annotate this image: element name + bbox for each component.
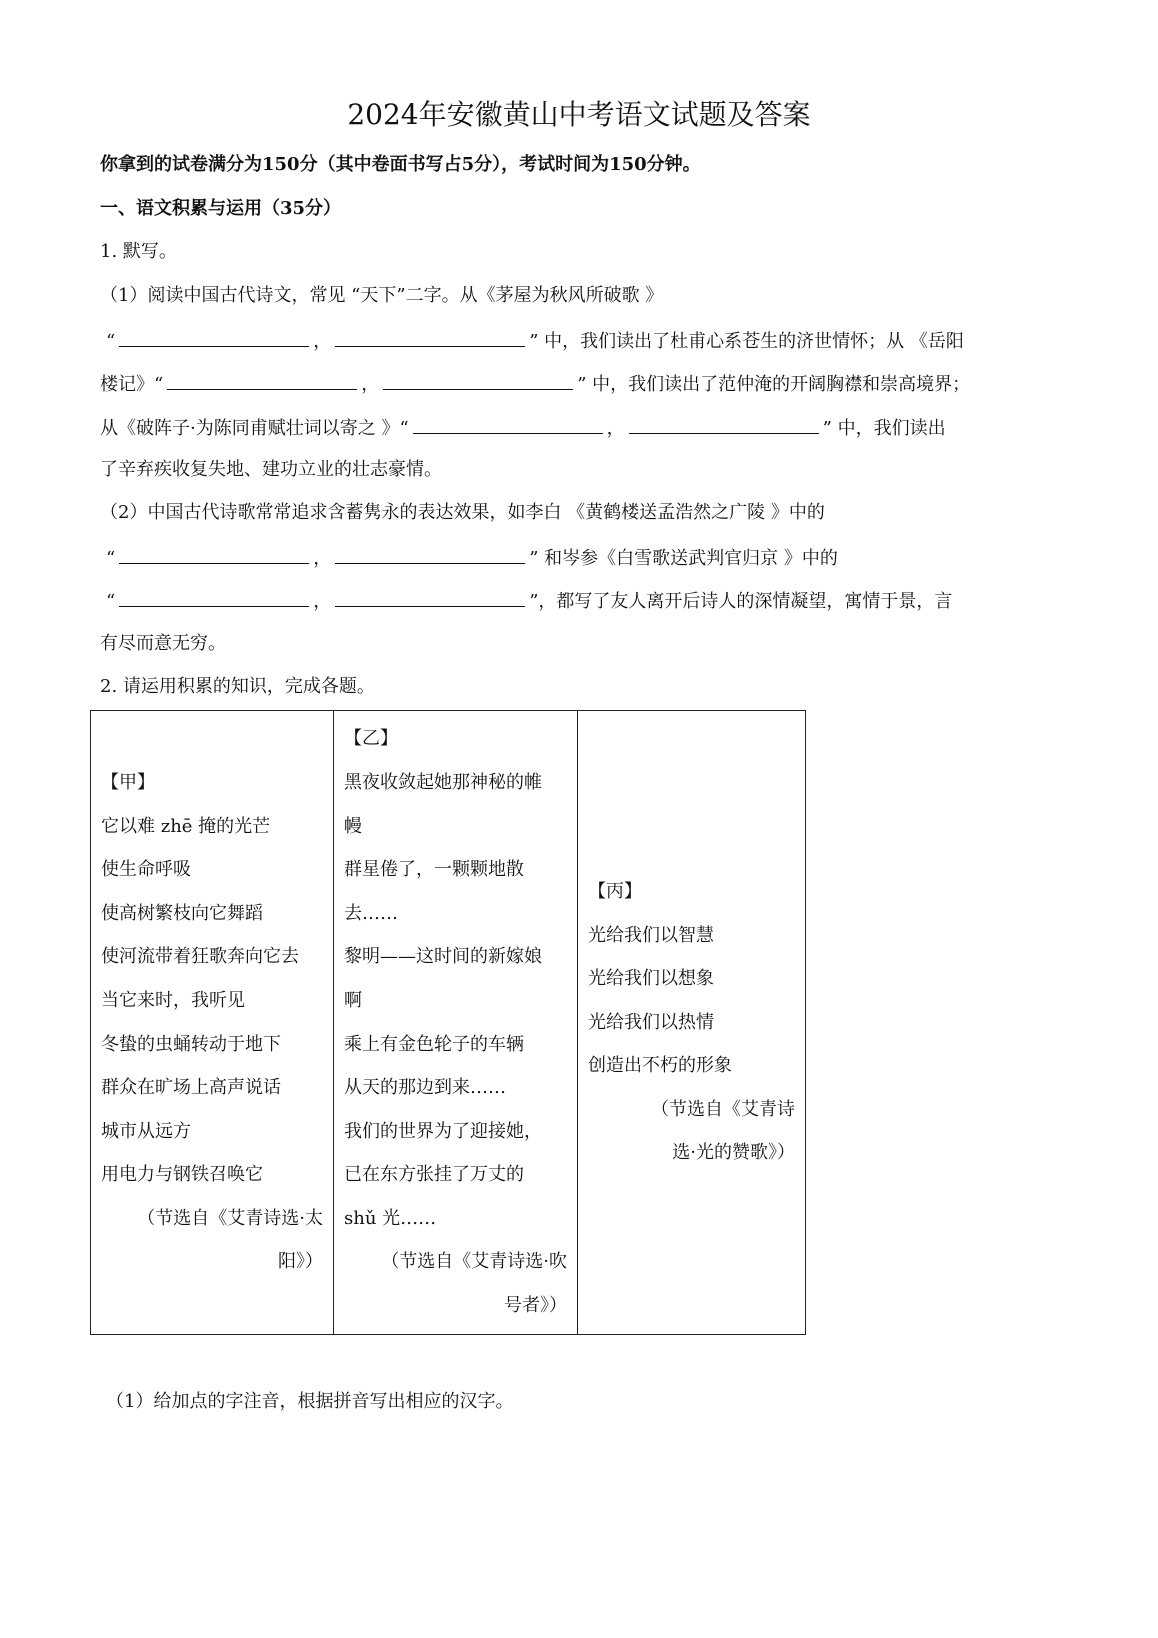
q1-part2-intro: （2）中国古代诗歌常常追求含蓄隽永的表达效果，如李白 《黄鹤楼送孟浩然之广陵 》中的 [100, 502, 825, 523]
comma: ， [606, 418, 625, 439]
answer-blank[interactable] [119, 588, 309, 607]
answer-blank[interactable] [413, 415, 603, 434]
answer-blank[interactable] [383, 371, 573, 390]
poem-line: 号者》） [504, 1295, 567, 1317]
document-title: 2024年安徽黄山中考语文试题及答案 [347, 98, 811, 131]
poem-line: 群众在旷场上高声说话 [101, 1077, 281, 1099]
answer-blank[interactable] [119, 328, 309, 347]
poem-line: 去…… [344, 902, 398, 924]
poem-bing [588, 870, 795, 1088]
q1-part1-intro: （1）阅读中国古代诗文，常见 “天下”二字。从《茅屋为秋风所破歌 》 [100, 285, 664, 306]
poem-line: 阳》） [278, 1251, 323, 1273]
quote: “ [106, 331, 116, 352]
line-text: ” 中，我们读出 [822, 418, 946, 439]
answer-blank[interactable] [119, 545, 309, 564]
q1-part2-line2 [106, 588, 952, 614]
q1-part1-line3 [100, 415, 946, 441]
poem-line: 使生命呼吸 [101, 859, 191, 881]
poem-line: 【乙】 [344, 728, 398, 750]
poem-line: （节选自《艾青诗选·吹 [381, 1251, 567, 1273]
poem-yi [344, 717, 567, 1240]
poem-line: 已在东方张挂了万丈的 [344, 1164, 524, 1186]
poem-line: 选·光的赞歌》） [672, 1142, 795, 1164]
poem-jia [101, 761, 323, 1197]
comma: ， [313, 591, 332, 612]
poem-line: 【甲】 [101, 771, 155, 793]
q1-part1-line1 [106, 328, 964, 354]
quote: “ [106, 591, 116, 612]
poem-line: 黑夜收敛起她那神秘的帷 [344, 771, 542, 793]
comma: ， [361, 374, 380, 395]
poem-line: 群星倦了，一颗颗地散 [344, 859, 524, 881]
answer-blank[interactable] [335, 588, 525, 607]
poem-bing-source [588, 1088, 795, 1175]
section-heading: 一、语文积累与运用（35分） [100, 198, 342, 219]
answer-blank[interactable] [167, 371, 357, 390]
exam-intro: 你拿到的试卷满分为150分（其中卷面书写占5分），考试时间为150分钟。 [100, 154, 701, 175]
poem-line: 冬蛰的虫蛹转动于地下 [101, 1033, 281, 1055]
poem-jia-source [101, 1197, 323, 1284]
poem-line: 光给我们以智慧 [588, 924, 714, 946]
answer-blank[interactable] [335, 328, 525, 347]
answer-blank[interactable] [335, 545, 525, 564]
q1-part1-line4: 了辛弃疾收复失地、建功立业的壮志豪情。 [100, 459, 442, 480]
poem-line: （节选自《艾青诗 [651, 1098, 795, 1120]
poem-line: 黎明——这时间的新嫁娘 [344, 946, 542, 968]
poem-line: 当它来时，我听见 [101, 989, 245, 1011]
q1-part2-line1 [106, 545, 838, 571]
line-text: 楼记》“ [100, 374, 164, 395]
poem-line: 光给我们以想象 [588, 968, 714, 990]
poem-line: 我们的世界为了迎接她， [344, 1120, 542, 1142]
poem-line: 啊 [344, 989, 362, 1011]
poem-line: 城市从远方 [101, 1120, 191, 1142]
poem-line: shǔ 光…… [344, 1207, 437, 1229]
poem-line: 从天的那边到来…… [344, 1077, 506, 1099]
poem-yi-cell [334, 711, 578, 1335]
line-text: ” 中，我们读出了范仲淹的开阔胸襟和崇高境界； [577, 374, 971, 395]
line-text: ” 中，我们读出了杜甫心系苍生的济世情怀；从 《岳阳 [529, 331, 964, 352]
comma: ， [313, 331, 332, 352]
poem-line: 【丙】 [588, 880, 642, 902]
q1-part1-line2 [100, 371, 970, 397]
poem-line: 使河流带着狂歌奔向它去 [101, 946, 299, 968]
poem-line: 它以难 zhē 掩的光芒 [101, 815, 271, 837]
comma: ， [313, 548, 332, 569]
question-2-label: 2. 请运用积累的知识，完成各题。 [100, 676, 375, 697]
q1-part2-line3: 有尽而意无穷。 [100, 633, 226, 654]
poem-line: 使高树繁枝向它舞蹈 [101, 902, 263, 924]
question-1-label: 1. 默写。 [100, 241, 177, 262]
answer-blank[interactable] [629, 415, 819, 434]
quote: “ [106, 548, 116, 569]
poem-yi-source [344, 1240, 567, 1327]
poem-bing-cell [578, 711, 806, 1335]
poem-line: 乘上有金色轮子的车辆 [344, 1033, 524, 1055]
poem-line: 创造出不朽的形象 [588, 1055, 732, 1077]
line-text: ”，都写了友人离开后诗人的深情凝望，寓情于景，言 [529, 591, 953, 612]
poem-jia-cell [91, 711, 334, 1335]
q2-sub1: （1）给加点的字注音，根据拼音写出相应的汉字。 [106, 1391, 514, 1412]
poem-line: 用电力与钢铁召唤它 [101, 1164, 263, 1186]
poem-line: （节选自《艾青诗选·太 [137, 1207, 323, 1229]
line-text: ” 和岑参《白雪歌送武判官归京 》中的 [529, 548, 838, 569]
poem-line: 光给我们以热情 [588, 1011, 714, 1033]
line-text: 从《破阵子·为陈同甫赋壮词以寄之 》“ [100, 418, 409, 439]
poem-table [90, 710, 806, 1335]
poem-line: 幔 [344, 815, 362, 837]
